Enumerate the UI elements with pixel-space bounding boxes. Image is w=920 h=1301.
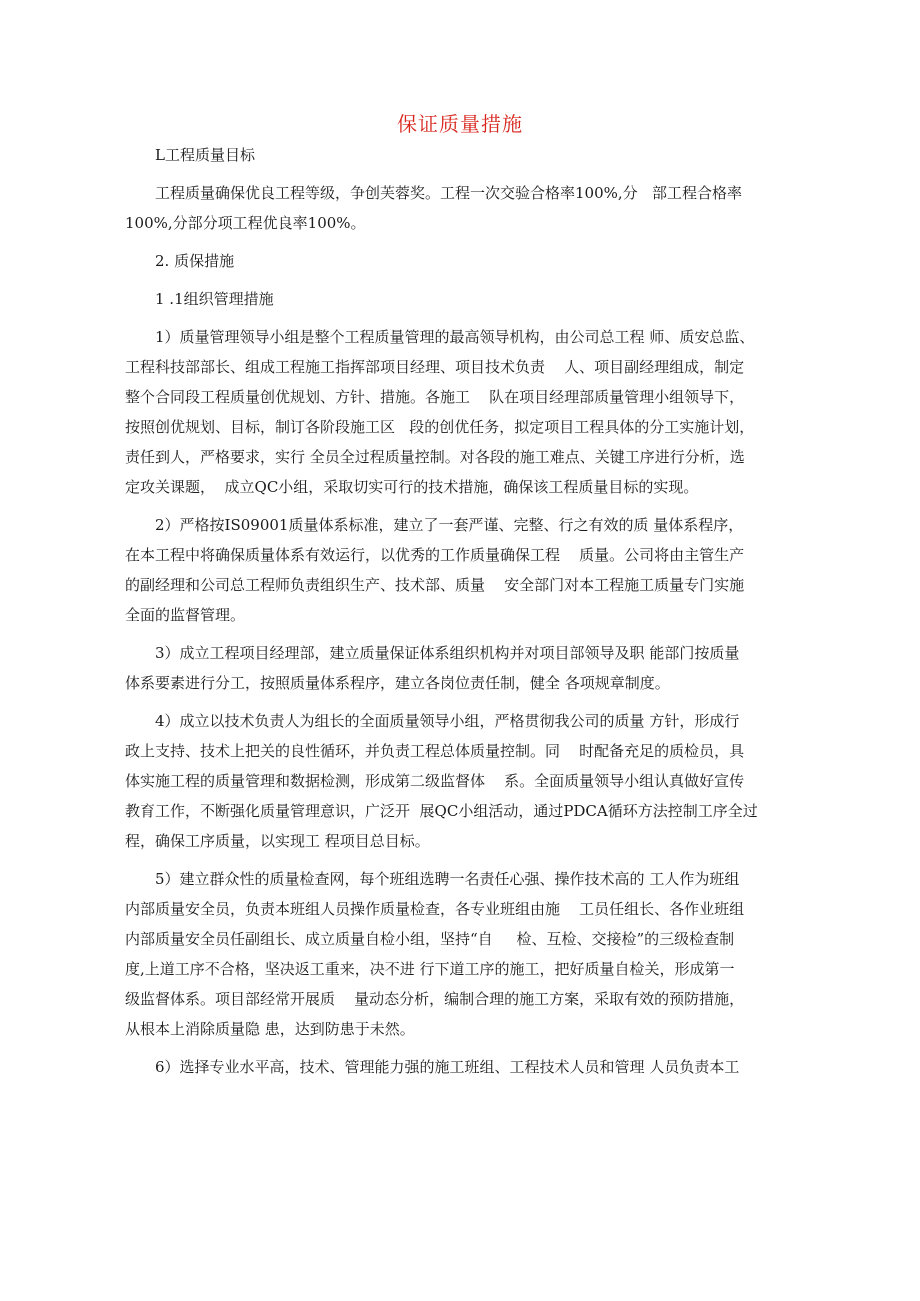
text-line: 内部质量安全员，负责本班组人员操作质量检查，各专业班组由施 工员任组长、各作业班组 (125, 900, 745, 918)
text-line: 的副经理和公司总工程师负责组织生产、技术部、质量 安全部门对本工程施工质量专门实施 (125, 576, 745, 594)
text-line: 1）质量管理领导小组是整个工程质量管理的最高领导机构，由公司总工程 师、质安总监、 (155, 328, 755, 346)
text-line: 100%,分部分项工程优良率100%。 (125, 214, 366, 232)
text-line: 3）成立工程项目经理部，建立质量保证体系组织机构并对项目部领导及职 能部门按质量 (155, 644, 740, 662)
text-line: 内部质量安全员任副组长、成立质量自检小组，坚持“自 检、互检、交接检”的三级检查制 (125, 930, 735, 948)
text-line: 4）成立以技术负责人为组长的全面质量领导小组，严格贯彻我公司的质量 方针，形成行 (155, 712, 740, 730)
text-line: 度,上道工序不合格，坚决返工重来，决不进 行下道工序的施工，把好质量自检关，形成第一 (125, 960, 735, 978)
text-line: 程，确保工序质量，以实现工 程项目总目标。 (125, 832, 430, 850)
text-line: L工程质量目标 (155, 146, 255, 164)
paragraph-gap (125, 698, 819, 706)
text-line: 工程科技部部长、组成工程施工指挥部项目经理、项目技术负责 人、项目副经理组成，制定 (125, 358, 745, 376)
paragraph-gap (125, 314, 819, 322)
text-line: 工程质量确保优良工程等级，争创芙蓉奖。工程一次交验合格率100%,分 部工程合格率 (155, 184, 742, 202)
text-line: 定攻关课题， 成立QC小组，采取切实可行的技术措施，确保该工程质量目标的实现。 (125, 478, 699, 496)
paragraph-gap (125, 276, 819, 284)
text-line: 6）选择专业水平高，技术、管理能力强的施工班组、工程技术人员和管理 人员负责本工 (155, 1058, 740, 1076)
text-line: 责任到人，严格要求，实行 全员全过程质量控制。对各段的施工难点、关键工序进行分析，选 (125, 448, 745, 466)
text-line: 按照创优规划、目标，制订各阶段施工区 段的创优任务，拟定项目工程具体的分工实施计划， (125, 418, 755, 436)
text-line: 5）建立群众性的质量检查网，每个班组选聘一名责任心强、操作技术高的 工人作为班组 (155, 870, 740, 888)
text-line: 级监督体系。项目部经常开展质 量动态分析，编制合理的施工方案，采取有效的预防措施， (125, 990, 745, 1008)
text-line: 整个合同段工程质量创优规划、方针、措施。各施工 队在项目经理部质量管理小组领导下， (125, 388, 745, 406)
document-body (125, 140, 819, 1082)
paragraph-gap (125, 856, 819, 864)
text-line: 在本工程中将确保质量体系有效运行，以优秀的工作质量确保工程 质量。公司将由主管生产 (125, 546, 745, 564)
text-line: 教育工作，不断强化质量管理意识，广泛开 展QC小组活动，通过PDCA循环方法控制工序全过 (125, 802, 758, 820)
text-line: 体实施工程的质量管理和数据检测，形成第二级监督体 系。全面质量领导小组认真做好宣传 (125, 772, 745, 790)
paragraph-gap (125, 1044, 819, 1052)
text-line: 体系要素进行分工，按照质量体系程序，建立各岗位责任制，健全 各项规章制度。 (125, 674, 670, 692)
page-title: 保证质量措施 (397, 112, 523, 136)
text-line: 1 .1组织管理措施 (155, 290, 274, 308)
text-line: 全面的监督管理。 (125, 606, 246, 624)
paragraph-gap (125, 502, 819, 510)
text-line: 2. 质保措施 (155, 252, 235, 270)
text-line: 政上支持、技术上把关的良性循环，并负责工程总体质量控制。同 时配备充足的质检员，具 (125, 742, 745, 760)
paragraph-gap (125, 630, 819, 638)
text-line: 从根本上消除质量隐 患，达到防患于未然。 (125, 1020, 415, 1038)
paragraph-gap (125, 170, 819, 178)
paragraph-gap (125, 238, 819, 246)
text-line: 2）严格按IS09001质量体系标准，建立了一套严谨、完整、行之有效的质 量体系程序， (155, 516, 744, 534)
